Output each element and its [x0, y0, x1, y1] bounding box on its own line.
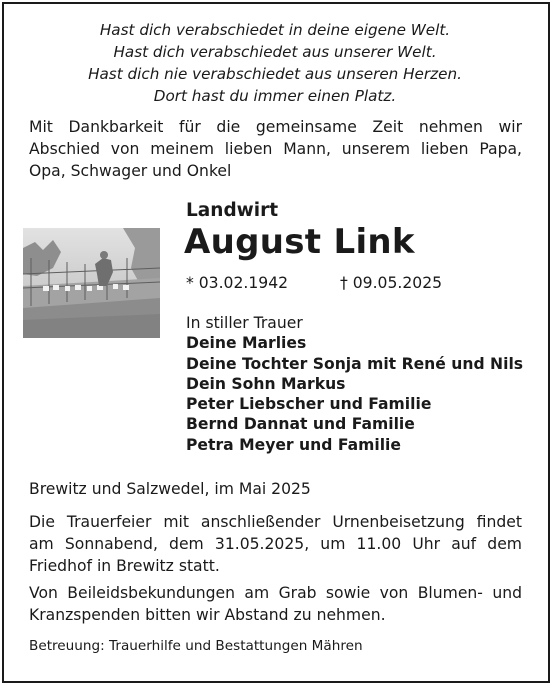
- intro-text: [29, 116, 522, 182]
- intro-line: Opa, Schwager und Onkel: [29, 162, 232, 180]
- mourner: Deine Tochter Sonja mit René und Nils: [186, 354, 524, 373]
- mourner: Deine Marlies: [186, 334, 307, 353]
- condolence-line: Von Beileidsbekundungen am Grab sowie von Blumen- und: [29, 584, 522, 602]
- intro-line: Mit Dankbarkeit für die gemeinsame Zeit nehmen wir: [29, 118, 522, 136]
- poem-line: Dort hast du immer einen Platz.: [153, 87, 397, 105]
- mourner: Dein Sohn Markus: [186, 374, 346, 393]
- profession: Landwirt: [186, 200, 279, 221]
- poem-line: Hast dich nie verabschiedet aus unseren Herzen.: [88, 65, 462, 83]
- mourner: Bernd Dannat und Familie: [186, 415, 415, 434]
- poem-line: Hast dich verabschiedet in deine eigene Welt.: [99, 21, 451, 39]
- ceremony-text: [29, 511, 522, 577]
- mourner: Petra Meyer und Familie: [186, 435, 401, 454]
- portrait-photo: [23, 228, 160, 338]
- ceremony-line: Friedhof in Brewitz statt.: [29, 557, 220, 575]
- place-date: Brewitz und Salzwedel, im Mai 2025: [29, 480, 311, 498]
- mourning-heading: In stiller Trauer: [186, 314, 303, 332]
- condolence-line: Kranzspenden bitten wir Abstand zu nehmen.: [29, 606, 386, 624]
- mourners-list: [186, 333, 523, 455]
- ceremony-line: am Sonnabend, dem 31.05.2025, um 11.00 Uhr auf dem: [29, 535, 522, 553]
- birth-date: * 03.02.1942: [186, 274, 289, 292]
- ceremony-line: Die Trauerfeier mit anschließender Urnenbeisetzung findet: [29, 513, 522, 531]
- mourner: Peter Liebscher und Familie: [186, 395, 432, 414]
- intro-line: Abschied von meinem lieben Mann, unserem lieben Papa,: [29, 140, 522, 158]
- condolence-text: [29, 582, 522, 626]
- death-date: † 09.05.2025: [340, 274, 443, 292]
- mourners-block: [186, 313, 523, 455]
- poem-line: Hast dich verabschiedet aus unserer Welt.: [113, 43, 437, 61]
- memorial-poem: [0, 19, 550, 107]
- funeral-service-credit: Betreuung: Trauerhilfe und Bestattungen Mähren: [29, 638, 363, 654]
- deceased-name: August Link: [184, 222, 415, 262]
